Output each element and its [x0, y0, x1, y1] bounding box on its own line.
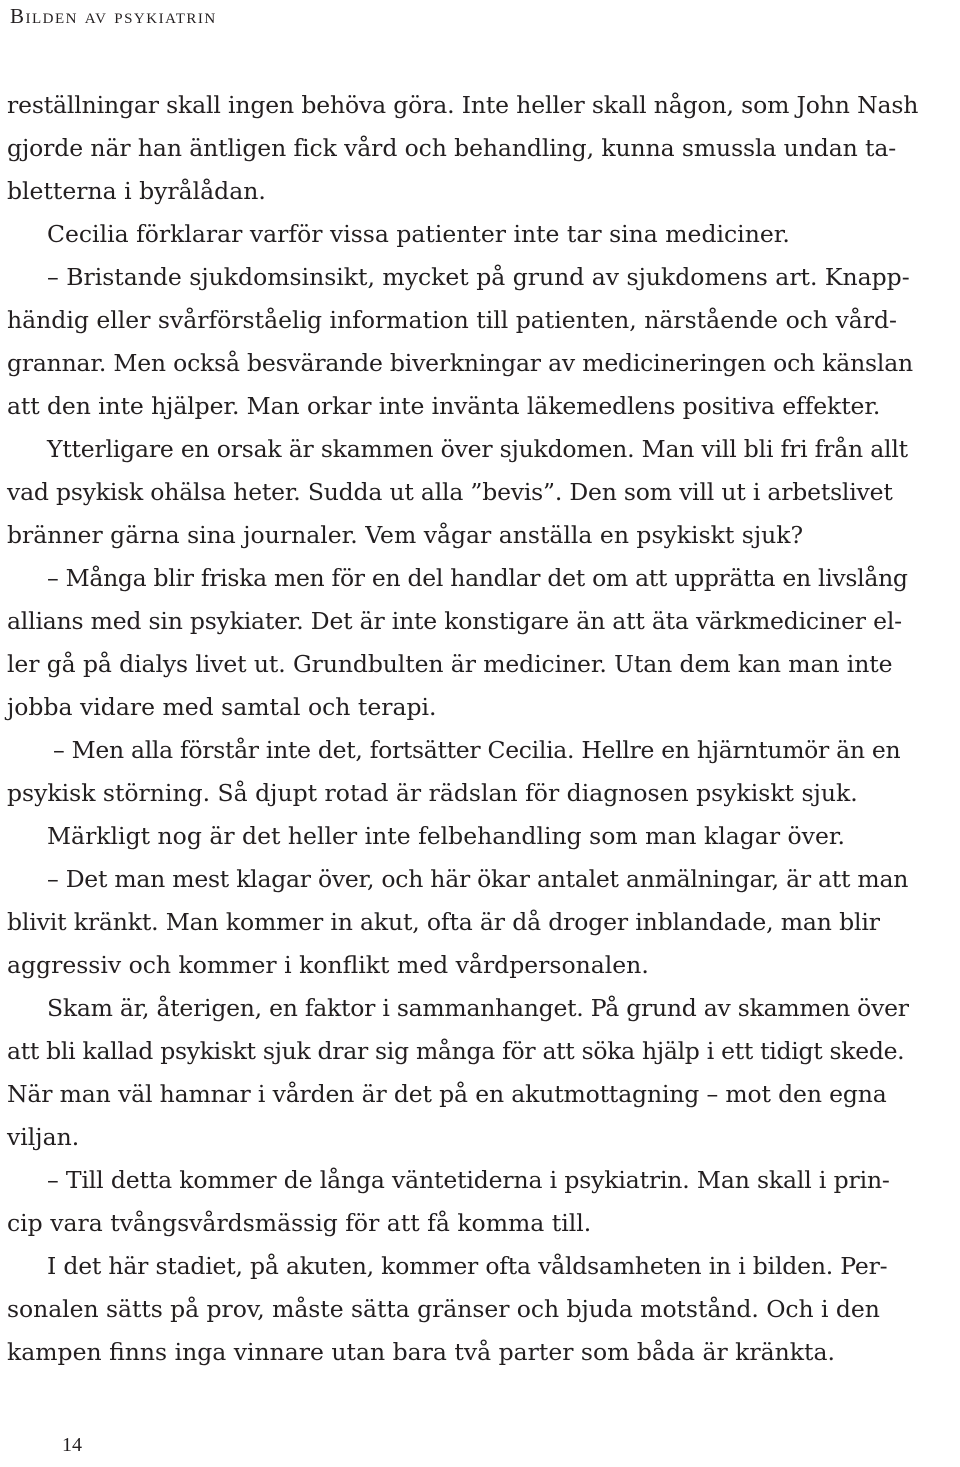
text-line: Cecilia förklarar varför vissa patienter inte tar sina mediciner. — [47, 220, 790, 248]
text-line: Ytterligare en orsak är skammen över sjukdomen. Man vill bli fri från allt — [47, 435, 908, 463]
text-line: sonalen sätts på prov, måste sätta gränser och bjuda motstånd. Och i den — [7, 1295, 880, 1323]
text-line: – Till detta kommer de långa väntetiderna i psykiatrin. Man skall i prin- — [47, 1166, 890, 1194]
text-line: aggressiv och kommer i konflikt med vårdpersonalen. — [7, 951, 649, 979]
text-line: kampen finns inga vinnare utan bara två parter som båda är kränkta. — [7, 1338, 835, 1366]
text-line: reställningar skall ingen behöva göra. Inte heller skall någon, som John Nash — [7, 91, 919, 119]
text-line: cip vara tvångsvårdsmässig för att få komma till. — [7, 1209, 592, 1237]
text-line: vad psykisk ohälsa heter. Sudda ut alla ”bevis”. Den som vill ut i arbetslivet — [7, 478, 893, 506]
text-line: psykisk störning. Så djupt rotad är rädslan för diagnosen psykiskt sjuk. — [7, 779, 858, 807]
text-line: – Många blir friska men för en del handlar det om att upprätta en livslång — [47, 564, 908, 592]
text-line: – Det man mest klagar över, och här ökar antalet anmälningar, är att man — [47, 865, 909, 893]
text-line: bletterna i byrålådan. — [7, 177, 266, 205]
text-line: Märkligt nog är det heller inte felbehandling som man klagar över. — [47, 822, 845, 850]
text-line: ler gå på dialys livet ut. Grundbulten är mediciner. Utan dem kan man inte — [7, 650, 893, 678]
text-line: allians med sin psykiater. Det är inte konstigare än att äta värkmediciner el- — [7, 607, 902, 635]
page-number: 14 — [62, 1434, 82, 1456]
text-line: blivit kränkt. Man kommer in akut, ofta är då droger inblandade, man blir — [7, 908, 880, 936]
text-line: När man väl hamnar i vården är det på en akutmottagning – mot den egna — [7, 1080, 887, 1108]
text-line: gjorde när han äntligen fick vård och behandling, kunna smussla undan ta- — [7, 134, 897, 162]
text-line: händig eller svårförståelig information till patienten, närstående och vård- — [7, 306, 897, 334]
text-line: viljan. — [7, 1123, 80, 1151]
text-line: I det här stadiet, på akuten, kommer ofta våldsamheten in i bilden. Per- — [47, 1252, 888, 1280]
text-line: grannar. Men också besvärande biverkningar av medicineringen och känslan — [7, 349, 913, 377]
text-line: Skam är, återigen, en faktor i sammanhanget. På grund av skammen över — [47, 994, 909, 1022]
text-line: att den inte hjälper. Man orkar inte invänta läkemedlens positiva effekter. — [7, 392, 881, 420]
text-line: jobba vidare med samtal och terapi. — [7, 693, 437, 721]
text-line: att bli kallad psykiskt sjuk drar sig många för att söka hjälp i ett tidigt skede. — [7, 1037, 905, 1065]
text-line: – Bristande sjukdomsinsikt, mycket på grund av sjukdomens art. Knapp- — [47, 263, 910, 291]
running-head: Bilden av psykiatrin — [10, 4, 217, 28]
text-line: bränner gärna sina journaler. Vem vågar anställa en psykiskt sjuk? — [7, 521, 804, 549]
text-line: – Men alla förstår inte det, fortsätter Cecilia. Hellre en hjärntumör än en — [53, 736, 901, 764]
body-text — [7, 84, 956, 1374]
